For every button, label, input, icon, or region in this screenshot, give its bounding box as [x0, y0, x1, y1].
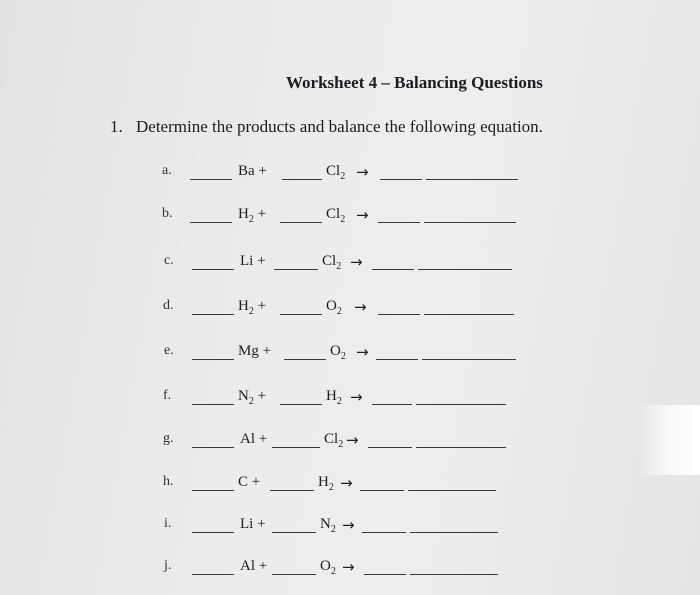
product-coefficient-blank: [364, 574, 406, 575]
reactant-2-symbol: Cl: [324, 431, 339, 447]
product-coefficient-blank: [380, 179, 422, 180]
plus-sign: +: [253, 206, 267, 222]
product-coefficient-blank: [378, 314, 420, 315]
product-blank: [418, 269, 512, 270]
equation-row: [0, 558, 700, 582]
reactant-1-symbol: Ba: [238, 163, 255, 179]
reactant-2-symbol: O: [320, 558, 331, 574]
reactant-1-symbol: H: [238, 298, 249, 314]
reactant-1: [238, 474, 260, 491]
reactant-2-subscript: 2: [336, 396, 342, 407]
coefficient-blank: [280, 314, 322, 315]
reactant-2-subscript: 2: [340, 171, 346, 182]
reaction-arrow-icon: →: [356, 206, 369, 224]
reactant-2-subscript: 2: [340, 351, 346, 362]
item-letter: h.: [163, 474, 174, 489]
product-blank: [424, 222, 516, 223]
reactant-2: [324, 431, 343, 450]
worksheet-title: Worksheet 4 – Balancing Questions: [286, 73, 543, 92]
product-blank: [422, 359, 516, 360]
reactant-2: [322, 253, 341, 272]
item-letter: j.: [164, 558, 172, 573]
plus-sign: +: [255, 431, 268, 447]
plus-sign: +: [255, 558, 268, 574]
reactant-2: [318, 474, 334, 493]
reaction-arrow-icon: →: [350, 253, 363, 271]
reactant-2: [326, 163, 345, 182]
reactant-1: [240, 558, 267, 575]
item-letter: f.: [163, 388, 172, 403]
plus-sign: +: [248, 474, 261, 490]
coefficient-blank: [192, 269, 234, 270]
reactant-2-subscript: 2: [336, 261, 342, 272]
plus-sign: +: [254, 163, 267, 179]
reactant-1-subscript: 2: [248, 396, 254, 407]
reaction-arrow-icon: →: [356, 163, 369, 181]
reaction-arrow-icon: →: [356, 343, 369, 361]
reactant-1-subscript: 2: [248, 306, 254, 317]
reactant-2: [326, 206, 345, 225]
reactant-2-subscript: 2: [328, 482, 334, 493]
coefficient-blank: [192, 532, 234, 533]
reactant-1-symbol: C: [238, 474, 249, 490]
reactant-2-symbol: Cl: [326, 163, 341, 179]
reactant-1: [240, 253, 266, 270]
product-blank: [424, 314, 514, 315]
reactant-2-subscript: 2: [338, 439, 344, 450]
question-prompt: [110, 117, 543, 137]
coefficient-blank: [192, 314, 234, 315]
item-letter: e.: [164, 343, 174, 358]
product-blank: [416, 404, 506, 405]
reaction-arrow-icon: →: [340, 474, 353, 492]
question-text: Determine the products and balance the following equation.: [136, 117, 543, 136]
reaction-arrow-icon: →: [346, 431, 359, 449]
reactant-2-subscript: 2: [330, 524, 336, 535]
reactant-2: [326, 298, 342, 317]
item-letter: a.: [162, 163, 172, 178]
reaction-arrow-icon: →: [354, 298, 367, 316]
reactant-1: [238, 388, 266, 407]
reactant-1-symbol: Li: [240, 516, 254, 532]
reactant-2: [320, 558, 336, 577]
reactant-2-symbol: N: [320, 516, 331, 532]
reactant-1: [238, 163, 267, 180]
plus-sign: +: [258, 343, 272, 359]
reaction-arrow-icon: →: [342, 558, 355, 576]
coefficient-blank: [270, 490, 314, 491]
reactant-1-symbol: Al: [240, 431, 255, 447]
reactant-1: [238, 298, 266, 317]
product-coefficient-blank: [362, 532, 406, 533]
reactant-2: [326, 388, 342, 407]
coefficient-blank: [272, 532, 316, 533]
coefficient-blank: [192, 447, 234, 448]
equation-row: [0, 516, 700, 540]
coefficient-blank: [190, 222, 232, 223]
reactant-2-symbol: Cl: [322, 253, 337, 269]
reactant-2-symbol: H: [326, 388, 337, 404]
product-coefficient-blank: [360, 490, 404, 491]
reactant-1-subscript: 2: [248, 214, 254, 225]
reactant-2-subscript: 2: [330, 566, 336, 577]
reactant-1: [240, 431, 267, 448]
reactant-1-symbol: N: [238, 388, 249, 404]
reactant-2-symbol: O: [326, 298, 337, 314]
plus-sign: +: [253, 516, 266, 532]
coefficient-blank: [192, 574, 234, 575]
reactant-2: [320, 516, 336, 535]
product-blank: [408, 490, 496, 491]
reactant-1: [238, 343, 271, 360]
equation-row: [0, 298, 700, 322]
item-letter: c.: [164, 253, 174, 268]
equation-row: [0, 474, 700, 498]
plus-sign: +: [253, 388, 267, 404]
reactant-1-symbol: Mg: [238, 343, 259, 359]
reactant-2-subscript: 2: [340, 214, 346, 225]
reactant-1: [238, 206, 266, 225]
reactant-2-symbol: O: [330, 343, 341, 359]
reactant-2-symbol: Cl: [326, 206, 341, 222]
coefficient-blank: [190, 179, 232, 180]
coefficient-blank: [284, 359, 326, 360]
equation-row: [0, 253, 700, 277]
coefficient-blank: [192, 490, 234, 491]
reactant-1-symbol: H: [238, 206, 249, 222]
reactant-1-symbol: Al: [240, 558, 255, 574]
reaction-arrow-icon: →: [350, 388, 363, 406]
question-number: 1.: [110, 117, 123, 136]
reactant-2-subscript: 2: [336, 306, 342, 317]
equation-row: [0, 431, 700, 455]
product-coefficient-blank: [378, 222, 420, 223]
reaction-arrow-icon: →: [342, 516, 355, 534]
coefficient-blank: [280, 404, 322, 405]
equation-row: [0, 206, 700, 230]
product-coefficient-blank: [376, 359, 418, 360]
coefficient-blank: [282, 179, 322, 180]
product-blank: [416, 447, 506, 448]
equation-row: [0, 343, 700, 367]
product-coefficient-blank: [372, 269, 414, 270]
product-blank: [426, 179, 518, 180]
coefficient-blank: [280, 222, 322, 223]
coefficient-blank: [192, 359, 234, 360]
item-letter: d.: [163, 298, 174, 313]
item-letter: g.: [163, 431, 174, 446]
coefficient-blank: [272, 447, 320, 448]
reactant-2-symbol: H: [318, 474, 329, 490]
coefficient-blank: [274, 269, 318, 270]
equation-row: [0, 163, 700, 187]
reactant-1: [240, 516, 266, 533]
product-blank: [410, 574, 498, 575]
plus-sign: +: [253, 298, 267, 314]
item-letter: i.: [164, 516, 172, 531]
product-coefficient-blank: [372, 404, 412, 405]
product-blank: [410, 532, 498, 533]
reactant-2: [330, 343, 346, 362]
equation-row: [0, 388, 700, 412]
plus-sign: +: [253, 253, 266, 269]
coefficient-blank: [192, 404, 234, 405]
product-coefficient-blank: [368, 447, 412, 448]
reactant-1-symbol: Li: [240, 253, 254, 269]
coefficient-blank: [272, 574, 316, 575]
item-letter: b.: [162, 206, 173, 221]
